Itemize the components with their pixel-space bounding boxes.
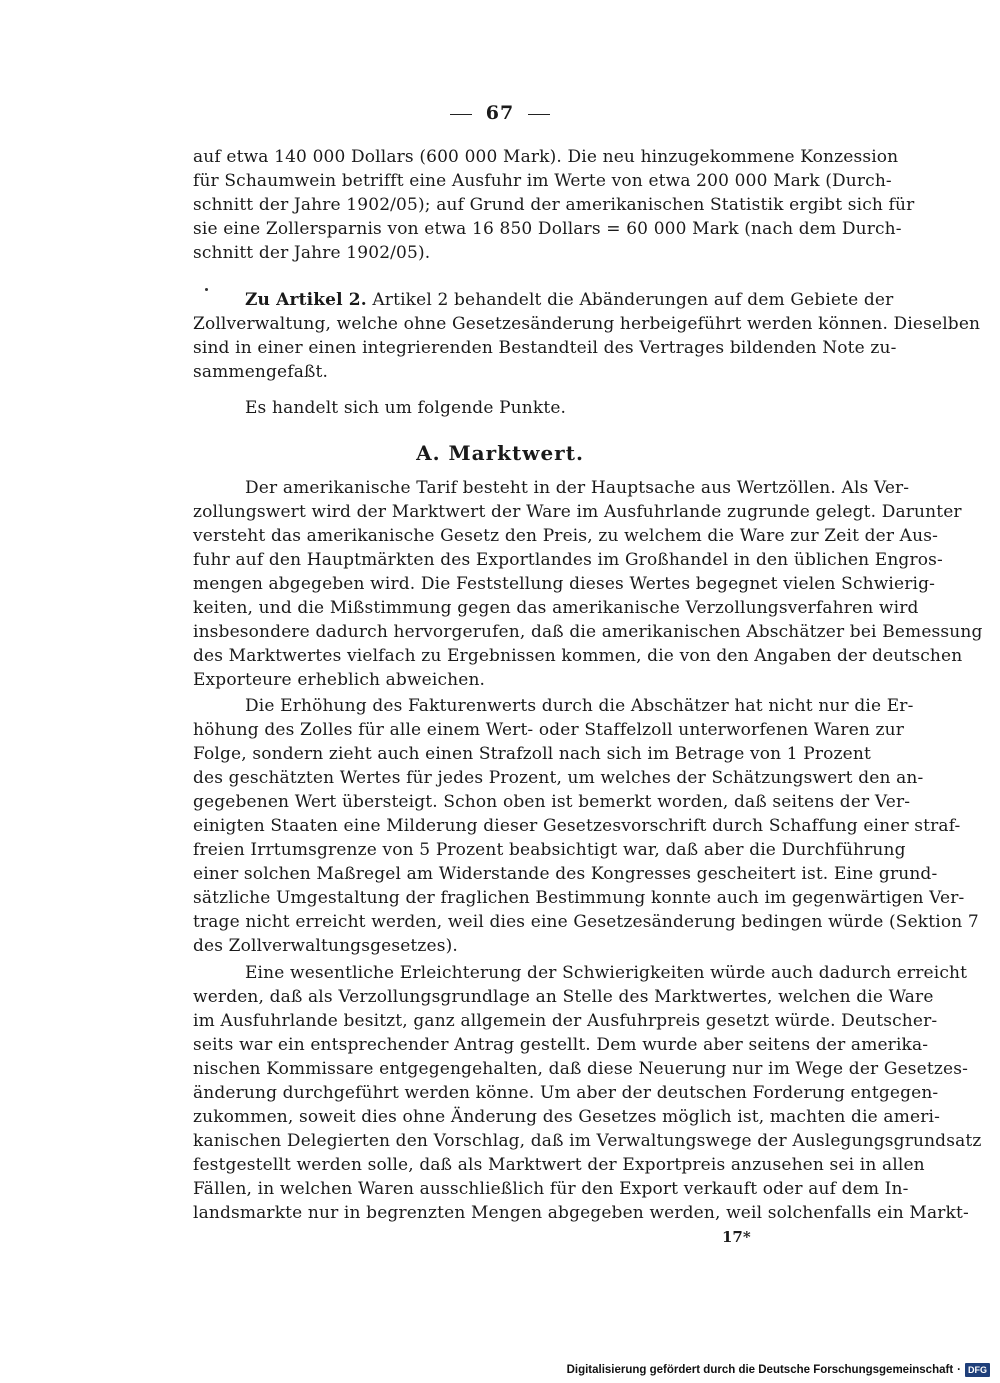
text-line: Fällen, in welchen Waren ausschließlich für den Export verkauft oder auf dem In-: [193, 1179, 909, 1199]
text-line: des Marktwertes vielfach zu Ergebnissen kommen, die von den Angaben der deutschen: [193, 646, 963, 666]
text-line: sammengefaßt.: [193, 362, 329, 382]
artikel2-first-line: [245, 288, 894, 312]
text-line: sind in einer einen integrierenden Bestandteil des Vertrages bildenden Note zu-: [193, 338, 897, 358]
dash-left: [450, 114, 472, 115]
stray-mark: [205, 288, 208, 291]
text-line: Der amerikanische Tarif besteht in der Hauptsache aus Wertzöllen. Als Ver-: [245, 478, 910, 498]
signature-mark: 17*: [722, 1228, 751, 1246]
text-line: zukommen, soweit dies ohne Änderung des Gesetzes möglich ist, machten die ameri-: [193, 1107, 940, 1127]
text-line: freien Irrtumsgrenze von 5 Prozent beabsichtigt war, daß aber die Durchführung: [193, 840, 906, 860]
footer: [567, 1363, 990, 1377]
section-heading: A. Marktwert.: [416, 441, 584, 465]
text-line: nischen Kommissare entgegengehalten, daß diese Neuerung nur im Wege der Gesetzes-: [193, 1059, 968, 1079]
text-line: landsmarkte nur in begrenzten Mengen abgegeben werden, weil solchenfalls ein Markt-: [193, 1203, 969, 1223]
text-line: schnitt der Jahre 1902/05); auf Grund der amerikanischen Statistik ergibt sich für: [193, 195, 915, 215]
text-line: auf etwa 140 000 Dollars (600 000 Mark). Die neu hinzugekommene Konzession: [193, 147, 899, 167]
footer-separator: ·: [957, 1364, 961, 1376]
text-line: kanischen Delegierten den Vorschlag, daß im Verwaltungswege der Auslegungsgrundsatz: [193, 1131, 982, 1151]
text-line: einer solchen Maßregel am Widerstande des Kongresses gescheitert ist. Eine grund-: [193, 864, 938, 884]
text-span: Artikel 2 behandelt die Abänderungen auf dem Gebiete der: [366, 290, 894, 310]
text-line: werden, daß als Verzollungsgrundlage an Stelle des Marktwertes, welchen die Ware: [193, 987, 934, 1007]
text-line: Zollverwaltung, welche ohne Gesetzesänderung herbeigeführt werden können. Dieselben: [193, 314, 981, 334]
dfg-logo: DFG: [965, 1363, 990, 1377]
text-line: Eine wesentliche Erleichterung der Schwierigkeiten würde auch dadurch erreicht: [245, 963, 968, 983]
text-line: trage nicht erreicht werden, weil dies eine Gesetzesänderung bedingen würde (Sektion 7: [193, 912, 979, 932]
text-line: sie eine Zollersparnis von etwa 16 850 Dollars = 60 000 Mark (nach dem Durch-: [193, 219, 902, 239]
text-line: des geschätzten Wertes für jedes Prozent, um welches der Schätzungswert den an-: [193, 768, 924, 788]
text-line: schnitt der Jahre 1902/05).: [193, 243, 431, 263]
text-line: seits war ein entsprechender Antrag gestellt. Dem wurde aber seitens der amerika-: [193, 1035, 929, 1055]
text-line: festgestellt werden solle, daß als Marktwert der Exportpreis anzusehen sei in allen: [193, 1155, 925, 1175]
text-line: Exporteure erheblich abweichen.: [193, 670, 486, 690]
text-line: insbesondere dadurch hervorgerufen, daß die amerikanischen Abschätzer bei Bemessung: [193, 622, 983, 642]
text-line: des Zollverwaltungsgesetzes).: [193, 936, 458, 956]
text-line: versteht das amerikanische Gesetz den Preis, zu welchem die Ware zur Zeit der Aus-: [193, 526, 938, 546]
text-line: für Schaumwein betrifft eine Ausfuhr im Werte von etwa 200 000 Mark (Durch-: [193, 171, 892, 191]
dash-right: [528, 114, 550, 115]
text-line: fuhr auf den Hauptmärkten des Exportlandes im Großhandel in den üblichen Engros-: [193, 550, 943, 570]
text-line: zollungswert wird der Marktwert der Ware im Ausfuhrlande zugrunde gelegt. Darunter: [193, 502, 962, 522]
footer-text: Digitalisierung gefördert durch die Deutsche Forschungsgemeinschaft: [566, 1364, 954, 1376]
punkte-line: Es handelt sich um folgende Punkte.: [245, 398, 567, 418]
text-line: gegebenen Wert übersteigt. Schon oben ist bemerkt worden, daß seitens der Ver-: [193, 792, 911, 812]
text-line: höhung des Zolles für alle einem Wert- oder Staffelzoll unterworfenen Waren zur: [193, 720, 904, 740]
artikel2-lead: Zu Artikel 2.: [245, 290, 367, 310]
page-number-text: 67: [485, 102, 515, 124]
text-line: Die Erhöhung des Fakturenwerts durch die Abschätzer hat nicht nur die Er-: [245, 696, 914, 716]
page-number: [0, 102, 1000, 124]
text-line: Folge, sondern zieht auch einen Strafzoll nach sich im Betrage von 1 Prozent: [193, 744, 871, 764]
text-line: im Ausfuhrlande besitzt, ganz allgemein der Ausfuhrpreis gesetzt würde. Deutscher-: [193, 1011, 938, 1031]
text-line: keiten, und die Mißstimmung gegen das amerikanische Verzollungsverfahren wird: [193, 598, 919, 618]
text-line: sätzliche Umgestaltung der fraglichen Bestimmung konnte auch im gegenwärtigen Ver-: [193, 888, 965, 908]
text-line: einigten Staaten eine Milderung dieser Gesetzesvorschrift durch Schaffung einer straf-: [193, 816, 961, 836]
text-line: änderung durchgeführt werden könne. Um aber der deutschen Forderung entgegen-: [193, 1083, 939, 1103]
text-line: mengen abgegeben wird. Die Feststellung dieses Wertes begegnet vielen Schwierig-: [193, 574, 936, 594]
